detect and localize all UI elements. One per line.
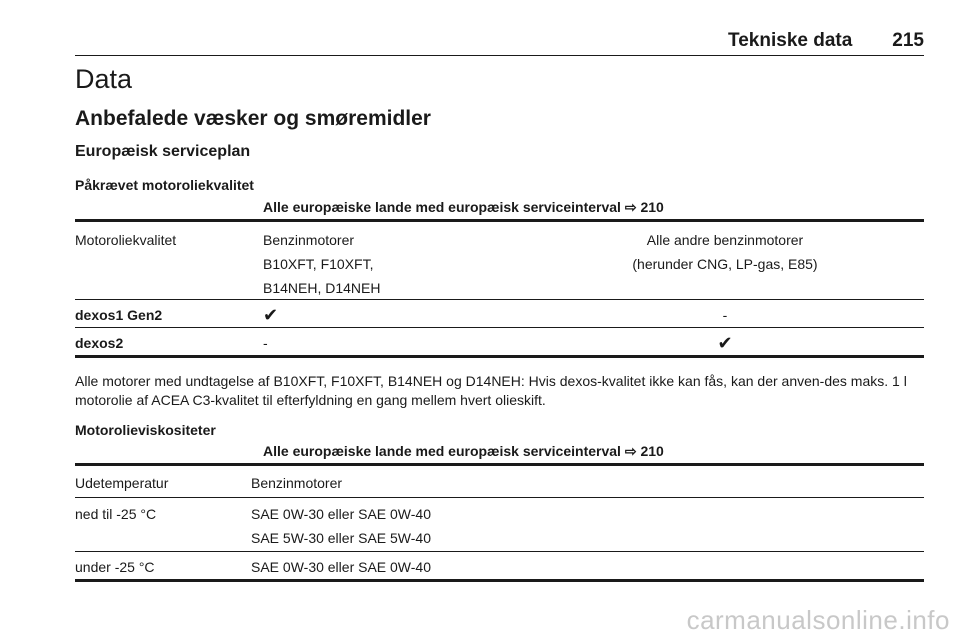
header-rule	[75, 55, 924, 56]
table-row-viscosity: SAE 0W-30 eller SAE 0W-40	[251, 559, 432, 575]
col-header-temperature: Udetemperatur	[75, 475, 169, 491]
table-row-temp: under -25 °C	[75, 559, 155, 575]
col-header-petrol-engines: Benzinmotorer	[251, 475, 343, 491]
viscosity-table-title: Motorolieviskositeter	[75, 422, 216, 438]
table-row-temp: ned til -25 °C	[75, 506, 157, 522]
col-header-other-engines: Alle andre benzinmotorer (herunder CNG, LP-gas, E85)	[632, 232, 818, 272]
checkmark-icon: ✔	[263, 305, 279, 325]
page-ref-link[interactable]: 210	[640, 443, 664, 459]
engine-note: Alle motorer med undtagelse af B10XFT, F10XFT, B14NEH og D14NEH: Hvis dexos-kvalitet ikke kan fås, kan der anven-des maks. 1 l motorolie af ACEA C3-kvalitet til efterfyldning en gang mellem hvert olieskift.	[75, 373, 907, 408]
table-row-rule	[75, 551, 924, 552]
page-number: 215	[892, 30, 924, 51]
service-plan-title: Europæisk serviceplan	[75, 143, 251, 160]
table-bottom-rule	[75, 355, 924, 358]
table-row-rule	[75, 299, 924, 300]
subsection-title: Anbefalede væsker og smøremidler	[75, 107, 431, 130]
table-top-rule	[75, 463, 924, 466]
page-ref-link[interactable]: 210	[640, 199, 664, 215]
checkmark-icon: ✔	[717, 333, 733, 353]
table-row-viscosity: SAE 0W-30 eller SAE 0W-40 SAE 5W-30 eller SAE 5W-40	[251, 506, 432, 546]
table-row-rule	[75, 327, 924, 328]
arrow-circle-icon: ⇨	[624, 199, 637, 215]
table-cell-dash: -	[263, 335, 268, 351]
table-cell-dash: -	[722, 307, 728, 323]
quality-table-title: Påkrævet motoroliekvalitet	[75, 177, 254, 193]
table-row-name: dexos1 Gen2	[75, 307, 163, 323]
table-bottom-rule	[75, 579, 924, 582]
manual-page	[75, 0, 924, 642]
quality-table-caption: Alle europæiske lande med europæisk serviceinterval ⇨ 210	[263, 199, 664, 215]
col-header-quality: Motoroliekvalitet	[75, 232, 177, 248]
table-row-name: dexos2	[75, 335, 124, 351]
watermark: carmanualsonline.info	[686, 605, 950, 635]
col-header-petrol-engines: Benzinmotorer B10XFT, F10XFT, B14NEH, D14NEH	[263, 232, 381, 296]
chapter-title: Tekniske data	[728, 30, 853, 51]
arrow-circle-icon: ⇨	[624, 443, 637, 459]
viscosity-table-caption: Alle europæiske lande med europæisk serviceinterval ⇨ 210	[263, 443, 664, 459]
table-row-rule	[75, 497, 924, 498]
running-header	[728, 30, 924, 52]
section-title: Data	[75, 64, 133, 94]
table-top-rule	[75, 219, 924, 222]
